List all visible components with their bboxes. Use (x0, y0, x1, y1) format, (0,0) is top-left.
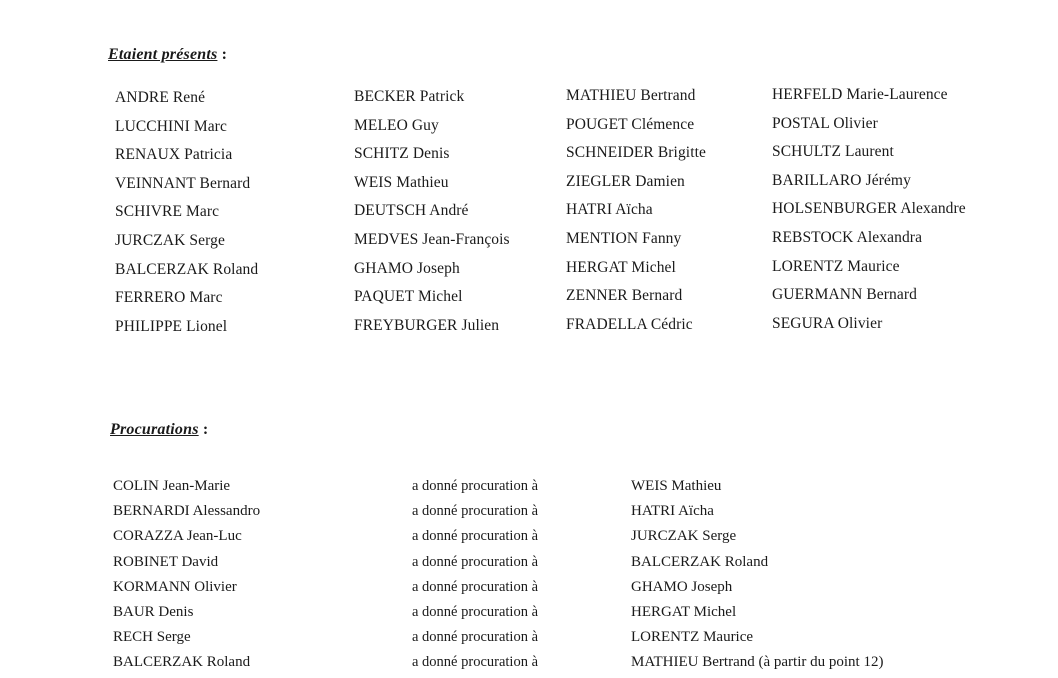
present-name: HERFELD Marie-Laurence (772, 86, 948, 103)
present-name: ZENNER Bernard (566, 287, 683, 305)
proxies-heading-label: Procurations (110, 421, 199, 438)
present-name: SCHITZ Denis (354, 145, 450, 163)
present-name: REBSTOCK Alexandra (772, 228, 923, 246)
proxy-row (0, 476, 1058, 501)
proxy-giver: BERNARDI Alessandro (113, 503, 261, 520)
proxy-receiver: LORENTZ Maurice (631, 629, 754, 646)
proxy-verb: a donné procuration à (412, 553, 539, 570)
proxy-giver: CORAZZA Jean-Luc (113, 528, 242, 545)
present-name: FERRERO Marc (115, 289, 223, 307)
present-name: MENTION Fanny (566, 229, 682, 247)
present-column-2 (354, 87, 510, 344)
proxy-row (0, 501, 1058, 526)
proxy-row (0, 627, 1058, 652)
present-name: FREYBURGER Julien (354, 316, 500, 334)
present-name: DEUTSCH André (354, 202, 469, 220)
present-name: PAQUET Michel (354, 288, 463, 306)
proxy-giver: RECH Serge (113, 629, 191, 646)
proxy-row (0, 652, 1058, 677)
present-name: POSTAL Olivier (772, 114, 878, 132)
proxy-row (0, 526, 1058, 551)
present-name: RENAUX Patricia (115, 146, 233, 164)
present-name: PHILIPPE Lionel (115, 317, 228, 335)
proxy-receiver: JURCZAK Serge (631, 528, 737, 545)
present-name: SCHNEIDER Brigitte (566, 144, 707, 162)
present-name: SEGURA Olivier (772, 314, 883, 332)
present-name: SCHIVRE Marc (115, 203, 220, 221)
present-name: ANDRE René (115, 89, 206, 106)
proxy-verb: a donné procuration à (412, 629, 539, 646)
proxy-giver: COLIN Jean-Marie (113, 478, 231, 494)
proxy-verb: a donné procuration à (412, 603, 539, 620)
present-name: BECKER Patrick (354, 88, 465, 105)
present-name: VEINNANT Bernard (115, 174, 251, 192)
present-name: LUCCHINI Marc (115, 117, 227, 135)
present-column-1 (115, 88, 258, 345)
present-name: MELEO Guy (354, 116, 439, 134)
proxy-verb: a donné procuration à (412, 478, 539, 494)
proxy-giver: ROBINET David (113, 553, 219, 570)
present-column-3 (566, 86, 706, 343)
proxy-giver: BALCERZAK Roland (113, 654, 251, 671)
proxy-giver: KORMANN Olivier (113, 578, 237, 595)
present-name: HOLSENBURGER Alexandre (772, 200, 966, 218)
present-name: POUGET Clémence (566, 115, 695, 133)
present-heading-colon: : (217, 46, 228, 63)
present-heading-label: Etaient présents (108, 46, 218, 63)
present-name: ZIEGLER Damien (566, 172, 685, 190)
proxy-row (0, 552, 1058, 577)
present-name: BARILLARO Jérémy (772, 171, 911, 189)
present-name: JURCZAK Serge (115, 231, 225, 249)
proxies-heading-colon: : (198, 421, 209, 438)
proxies-list (0, 476, 1058, 678)
present-name: HERGAT Michel (566, 258, 676, 276)
proxy-receiver: GHAMO Joseph (631, 578, 733, 595)
proxy-receiver: MATHIEU Bertrand (à partir du point 12) (631, 654, 884, 671)
present-name: HATRI Aïcha (566, 201, 653, 219)
proxy-row (0, 577, 1058, 602)
proxy-receiver: HERGAT Michel (631, 603, 737, 620)
present-name: WEIS Mathieu (354, 173, 449, 191)
present-name: SCHULTZ Laurent (772, 143, 894, 161)
proxy-receiver: BALCERZAK Roland (631, 553, 769, 570)
present-name: FRADELLA Cédric (566, 315, 693, 333)
proxy-giver: BAUR Denis (113, 603, 194, 620)
proxy-verb: a donné procuration à (412, 654, 539, 671)
present-column-4 (772, 85, 966, 342)
present-name: BALCERZAK Roland (115, 260, 259, 278)
proxy-receiver: WEIS Mathieu (631, 478, 722, 494)
proxies-heading (110, 421, 208, 439)
present-name: LORENTZ Maurice (772, 257, 900, 275)
present-heading (108, 46, 227, 64)
proxy-verb: a donné procuration à (412, 578, 539, 595)
present-name: GHAMO Joseph (354, 259, 460, 277)
present-name: MEDVES Jean-François (354, 230, 510, 248)
present-name: MATHIEU Bertrand (566, 87, 696, 104)
proxy-verb: a donné procuration à (412, 528, 539, 545)
proxy-verb: a donné procuration à (412, 503, 539, 520)
present-name: GUERMANN Bernard (772, 286, 917, 304)
proxy-receiver: HATRI Aïcha (631, 503, 714, 520)
proxy-row (0, 602, 1058, 627)
